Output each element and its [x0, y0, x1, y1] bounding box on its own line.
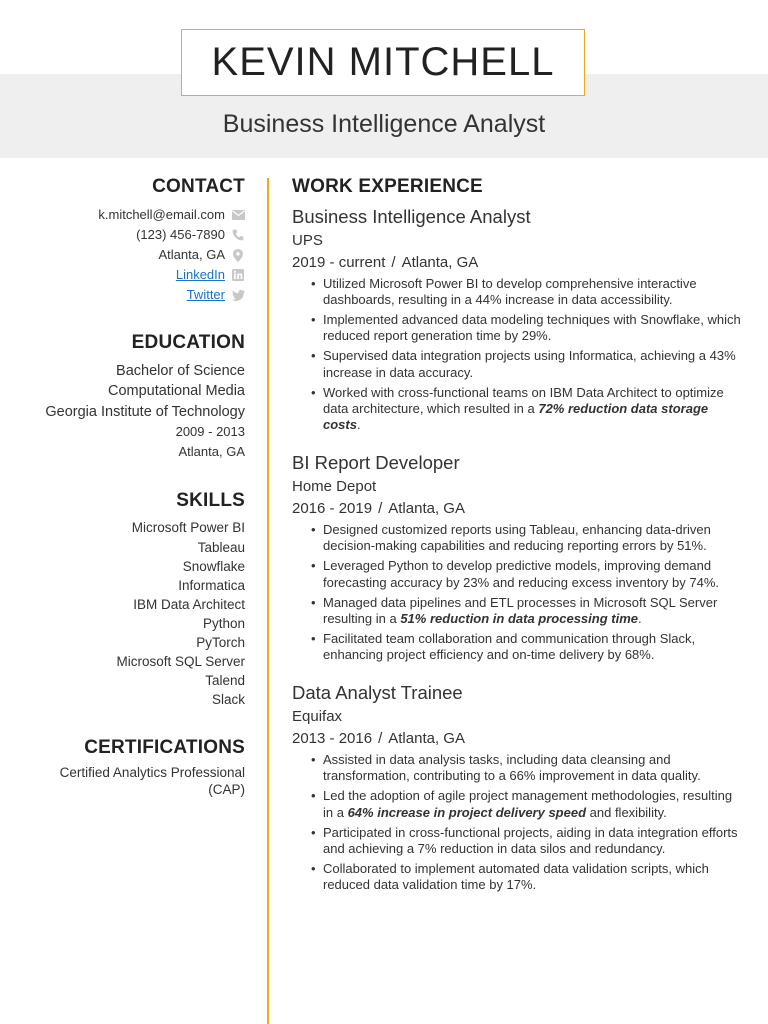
bullet-text: Facilitated team collaboration and communication through Slack, enhancing project efficiency and on-time delivery by 68%. — [323, 630, 696, 663]
job-location: Atlanta, GA — [388, 500, 465, 518]
bullet-highlight: 51% reduction in data processing time — [400, 610, 638, 626]
bullet-text: Supervised data integration projects using Informatica, achieving a 43% increase in data accuracy. — [323, 348, 736, 380]
bullet-item — [323, 522, 742, 554]
name-box — [181, 29, 585, 96]
map-pin-icon — [231, 248, 245, 262]
bullet-text-end: . — [638, 610, 642, 626]
skill-item: Python — [202, 615, 245, 631]
twitter-icon — [231, 288, 245, 302]
bullet-text: Participated in cross-functional projects, aiding in data integration efforts and achieving a 7% reduction in data silos and redundancy. — [323, 824, 738, 856]
job-entry — [292, 205, 742, 433]
job-bullets — [292, 752, 742, 893]
bullet-text-end: . — [356, 417, 361, 433]
twitter-link[interactable]: Twitter — [186, 287, 225, 302]
bullet-item — [323, 595, 742, 627]
work-experience-heading: WORK EXPERIENCE — [292, 176, 483, 197]
degree: Bachelor of Science — [116, 363, 245, 379]
bullet-item — [323, 861, 742, 893]
skills-section — [20, 489, 245, 709]
skill-item: Informatica — [178, 577, 245, 593]
education-section — [20, 331, 245, 462]
skill-item: PyTorch — [196, 635, 245, 651]
education-location: Atlanta, GA — [178, 444, 245, 460]
job-location: Atlanta, GA — [401, 254, 479, 271]
bullet-item — [323, 558, 742, 590]
skill-item: Microsoft Power BI — [131, 520, 245, 536]
contact-twitter — [20, 285, 245, 305]
job-title: Data Analyst Trainee — [292, 682, 463, 704]
skill-item: IBM Data Architect — [133, 596, 245, 612]
bullet-text: Managed data pipelines and ETL processes in Microsoft SQL Server resulting in a — [323, 594, 718, 626]
bullet-item — [323, 788, 742, 820]
envelope-icon — [231, 208, 245, 222]
skill-item: Microsoft SQL Server — [116, 654, 245, 670]
location-text: Atlanta, GA — [158, 247, 225, 262]
job-meta — [292, 253, 742, 273]
job-dates: 2016 - 2019 — [292, 500, 373, 518]
bullet-item — [323, 825, 742, 857]
job-dates: 2019 - current — [292, 254, 386, 271]
column-divider — [267, 178, 269, 1024]
skills-heading: SKILLS — [176, 490, 245, 512]
contact-phone — [20, 225, 245, 245]
linkedin-icon — [231, 268, 245, 282]
bullet-item — [323, 631, 742, 663]
bullet-text: Assisted in data analysis tasks, including data cleansing and transformation, contributing to a 66% improvement in data quality. — [323, 752, 701, 784]
job-title: Business Intelligence Analyst — [292, 206, 531, 227]
skills-list — [20, 518, 245, 709]
contact-list — [20, 205, 245, 305]
job-entry — [292, 451, 742, 663]
bullet-highlight: 64% increase in project delivery speed — [347, 804, 587, 820]
job-location: Atlanta, GA — [388, 730, 465, 748]
email-text: k.mitchell@email.com — [98, 207, 225, 222]
candidate-name: KEVIN MITCHELL — [211, 40, 555, 84]
bullet-text: Leveraged Python to develop predictive models, improving demand forecasting accuracy by 23% and reducing excess inventory by 74%. — [323, 558, 719, 590]
bullet-highlight: 72% reduction data storage costs — [323, 400, 709, 433]
left-column — [20, 175, 245, 798]
bullet-text-end: and flexibility. — [586, 804, 667, 820]
job-dates: 2013 - 2016 — [292, 730, 373, 748]
bullet-item — [323, 348, 742, 380]
bullet-text: Utilized Microsoft Power BI to develop comprehensive interactive dashboards, resulting in a 44% increase in data accessibility. — [323, 276, 697, 308]
bullet-item — [323, 276, 742, 308]
bullet-text: Implemented advanced data modeling techniques with Snowflake, which reduced report generation time by 29%. — [323, 312, 741, 344]
job-entry — [292, 681, 742, 893]
certifications-heading: CERTIFICATIONS — [84, 737, 245, 759]
job-bullets — [292, 522, 742, 663]
major: Computational Media — [107, 383, 245, 400]
meta-separator: / — [391, 254, 396, 271]
contact-heading: CONTACT — [152, 176, 245, 197]
phone-icon — [231, 228, 245, 242]
bullet-item — [323, 312, 742, 344]
job-company: Home Depot — [292, 478, 377, 496]
bullet-text: Designed customized reports using Tableau, enhancing data-driven decision-making capabilities and reducing reporting errors by 51%. — [323, 522, 711, 554]
education-heading: EDUCATION — [131, 332, 245, 353]
contact-section — [20, 175, 245, 305]
skill-item: Tableau — [197, 539, 245, 555]
certifications-list — [20, 765, 245, 798]
school: Georgia Institute of Technology — [45, 403, 245, 420]
meta-separator: / — [378, 730, 383, 748]
jobs-list — [292, 205, 742, 893]
linkedin-link[interactable]: LinkedIn — [175, 267, 225, 282]
skill-item: Slack — [211, 692, 245, 708]
job-meta — [292, 729, 742, 749]
skill-item: Snowflake — [182, 558, 245, 574]
contact-linkedin — [20, 265, 245, 285]
job-title: BI Report Developer — [292, 452, 460, 474]
contact-location — [20, 245, 245, 265]
job-company: UPS — [292, 232, 323, 249]
bullet-text: Worked with cross-functional teams on IBM Data Architect to optimize data architecture, which resulted in a — [323, 384, 724, 416]
right-column — [292, 175, 742, 897]
job-title-headline: Business Intelligence Analyst — [222, 110, 546, 138]
skill-item: Talend — [205, 673, 245, 689]
phone-text: (123) 456-7890 — [136, 227, 225, 242]
bullet-text: Led the adoption of agile project management methodologies, resulting in a — [323, 788, 733, 820]
education-years: 2009 - 2013 — [175, 423, 245, 439]
contact-email — [20, 205, 245, 225]
certification-item: Certified Analytics Professional (CAP) — [59, 765, 245, 797]
job-meta — [292, 499, 742, 519]
education-details — [20, 361, 245, 462]
job-company: Equifax — [292, 708, 343, 726]
certifications-section — [20, 736, 245, 798]
job-bullets — [292, 276, 742, 433]
bullet-item — [323, 385, 742, 434]
meta-separator: / — [378, 500, 383, 518]
bullet-text: Collaborated to implement automated data validation scripts, which reduced data validation time by 17%. — [323, 860, 709, 893]
bullet-item — [323, 752, 742, 784]
